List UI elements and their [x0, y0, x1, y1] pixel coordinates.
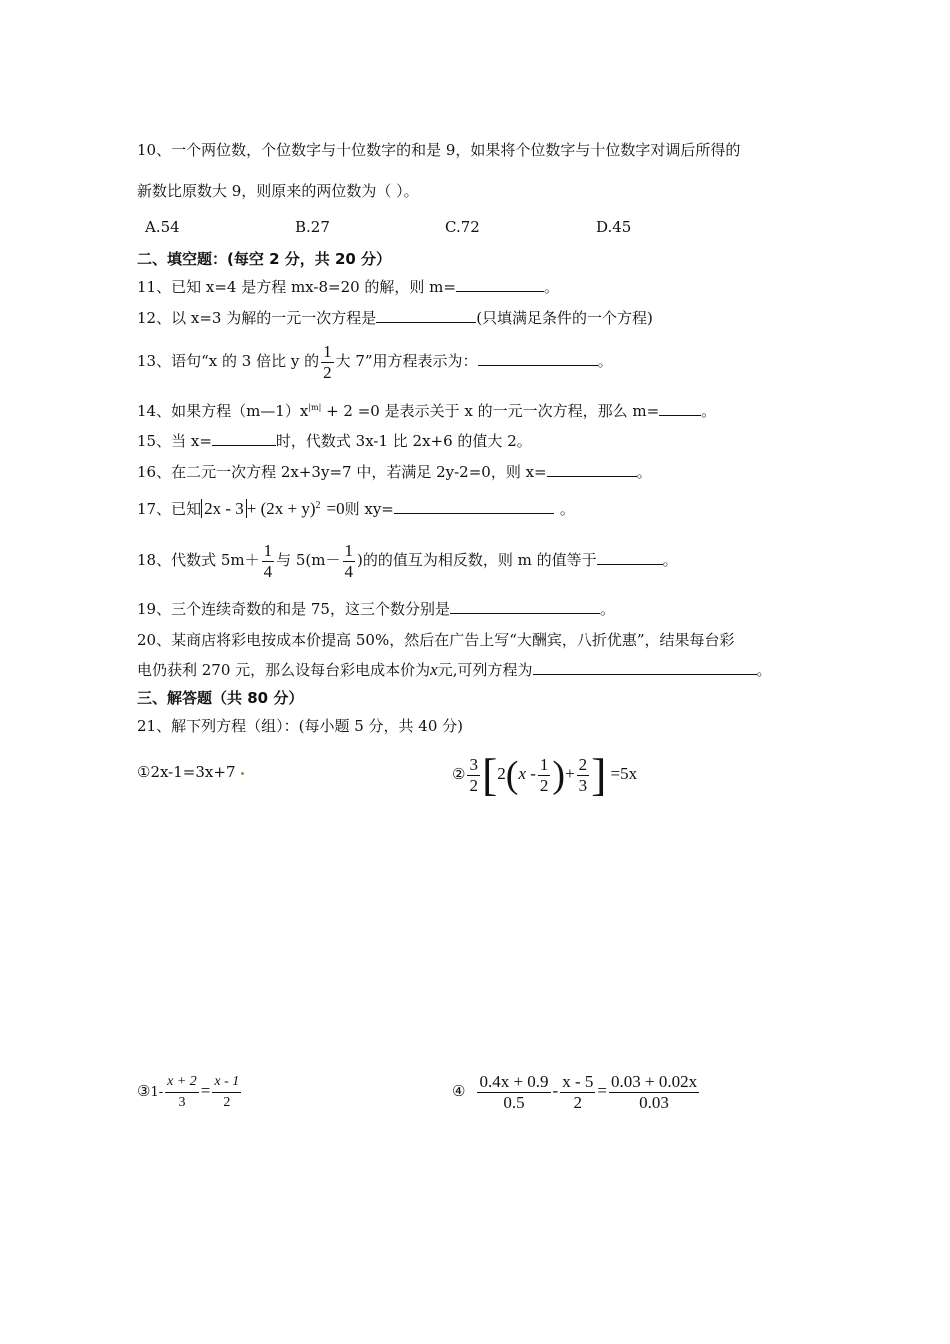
q20-line2-post: 元,可列方程为: [437, 661, 533, 679]
q18-blank[interactable]: [597, 549, 663, 565]
q21-p3-frac2: [212, 1072, 241, 1113]
q21-p4-d1: 0.5: [503, 1092, 525, 1112]
q20-var: x: [430, 660, 438, 679]
q21-p2-d2: 2: [539, 775, 549, 795]
q18: [137, 538, 678, 582]
q14-pre: 14、如果方程（m—1）x: [137, 402, 309, 420]
q13-num: 1: [323, 341, 332, 361]
q21-problem-3: [137, 1068, 243, 1116]
q13-post: 大 7”用方程表示为：: [335, 352, 478, 370]
option-a: A.54: [145, 218, 180, 236]
q21-p2-mark: ②: [452, 765, 466, 783]
q21-p2-d1: 2: [469, 775, 478, 795]
q21-p2-frac2: [538, 755, 551, 796]
q21-p4-n3: 0.03 + 0.02x: [610, 1071, 698, 1091]
option-d: D.45: [596, 218, 632, 236]
q21-p4-eq: =: [597, 1081, 607, 1100]
q17: [137, 496, 575, 519]
q21-p4-frac1: [477, 1072, 550, 1113]
q18-mid: 与 5(m－: [276, 551, 341, 569]
q16: [137, 461, 652, 482]
q16-end: 。: [636, 463, 652, 481]
q12-end: (只填满足条件的一个方程): [476, 309, 653, 327]
q21-p2-n1: 3: [469, 754, 478, 774]
right-square-bracket: ]: [591, 749, 607, 800]
q21-p2-frac3: [577, 755, 590, 796]
q14-sup: |m|: [308, 403, 322, 412]
q15-blank[interactable]: [212, 430, 276, 446]
q21-p2-frac1: [467, 755, 480, 796]
q13-fraction: [321, 342, 334, 383]
q21-p2-x: x -: [518, 764, 536, 783]
q21-p4-minus: -: [552, 1081, 559, 1100]
q18-fraction-1: [262, 541, 275, 582]
q21-p3-one: 1-: [150, 1085, 164, 1100]
q13-den: 2: [323, 362, 332, 382]
q11: [137, 276, 559, 297]
q15: [137, 430, 532, 451]
q13: [137, 340, 613, 383]
q21-p2-n3: 2: [578, 754, 588, 774]
q10-line2: 新数比原数大 9，则原来的两位数为（ ）。: [137, 182, 419, 200]
q21-p4-d2: 2: [573, 1092, 583, 1112]
stray-dot: [241, 772, 244, 775]
q18-fraction-2: [343, 541, 356, 582]
q21-p3-d2: 2: [223, 1094, 231, 1110]
q20-blank[interactable]: [533, 659, 757, 675]
q12: [137, 307, 653, 328]
q16-text: 16、在二元一次方程 2x+3y=7 中，若满足 2y-2=0，则 x=: [137, 463, 547, 481]
q17-blank[interactable]: [394, 498, 554, 514]
q10-line1: 10、一个两位数，个位数字与十位数字的和是 9，如果将个位数字与十位数字对调后所得的: [137, 141, 741, 159]
q21-problem-1: ①2x-1=3x+7: [137, 763, 236, 781]
q20-line1: 20、某商店将彩电按成本价提高 50%，然后在广告上写“大酬宾，八折优惠”，结果每台彩: [137, 631, 735, 649]
q17-eq: =0: [326, 499, 345, 518]
option-b: B.27: [295, 218, 330, 236]
q17-pre: 17、已知: [137, 500, 202, 518]
q21-p4-frac2: [560, 1072, 595, 1113]
q14: [137, 398, 716, 421]
q15-pre: 15、当 x=: [137, 432, 212, 450]
q21-p3-eq: =: [200, 1081, 211, 1100]
left-square-bracket: [: [481, 749, 498, 800]
q20-line2-pre: 电仍获利 270 元，那么设每台彩电成本价为: [137, 661, 431, 679]
q18-den2: 4: [344, 561, 354, 581]
q12-blank[interactable]: [376, 307, 476, 323]
q17-abs: 2x - 3: [201, 499, 247, 518]
q18-end: 。: [662, 551, 678, 569]
q12-text: 12、以 x=3 为解的一元一次方程是: [137, 309, 377, 327]
q13-end: 。: [597, 352, 613, 370]
q16-blank[interactable]: [547, 461, 637, 477]
q18-num1: 1: [263, 540, 273, 560]
q11-blank[interactable]: [456, 276, 544, 292]
q21-p3-frac1: [165, 1072, 199, 1113]
q14-blank[interactable]: [659, 400, 701, 416]
section2-title: 二、填空题：(每空 2 分，共 20 分）: [137, 250, 392, 268]
q14-post: + 2 =0 是表示关于 x 的一元一次方程，那么 m=: [321, 402, 660, 420]
q21-p4-n1: 0.4x + 0.9: [479, 1071, 549, 1091]
q19-blank[interactable]: [450, 598, 600, 614]
q21-p2-two: 2: [497, 764, 506, 783]
q21-p3-n1: x + 2: [165, 1072, 199, 1093]
q19-text: 19、三个连续奇数的和是 75，这三个数分别是: [137, 600, 450, 618]
q21-problem-4: [452, 1066, 701, 1116]
q21-p3-n2: x - 1: [212, 1072, 241, 1093]
q21-text: 21、解下列方程（组）：(每小题 5 分，共 40 分): [137, 717, 463, 735]
q21-p2-plus: +: [565, 764, 575, 783]
q17-sq: 2: [315, 500, 321, 511]
q21-p4-mark: ④: [452, 1082, 466, 1100]
q11-text: 11、已知 x=4 是方程 mx-8=20 的解，则 m=: [137, 278, 456, 296]
q18-post: )的的值互为相反数，则 m 的值等于: [357, 551, 597, 569]
q21-p2-n2: 1: [539, 754, 549, 774]
q14-end: 。: [701, 402, 717, 420]
q18-pre: 18、代数式 5m＋: [137, 551, 260, 569]
q20-line2: [137, 659, 772, 680]
q18-num2: 1: [344, 540, 354, 560]
q13-blank[interactable]: [478, 350, 598, 366]
q21-p4-d3: 0.03: [639, 1092, 669, 1112]
left-paren: (: [505, 754, 519, 796]
q17-plus: + (2x + y): [246, 499, 316, 518]
q21-problem-2: [452, 749, 638, 800]
q13-pre: 13、语句“x 的 3 倍比 y 的: [137, 352, 320, 370]
q11-end: 。: [543, 278, 559, 296]
q21-p2-d3: 3: [578, 775, 588, 795]
q19: [137, 598, 615, 619]
q18-den1: 4: [263, 561, 273, 581]
q15-post: 时，代数式 3x-1 比 2x+6 的值大 2。: [275, 432, 532, 450]
q17-end: 。: [559, 500, 575, 518]
q19-end: 。: [599, 600, 615, 618]
q21-p3-mark: ③: [137, 1082, 151, 1100]
option-c: C.72: [445, 218, 480, 236]
q21-p2-rhs: =5x: [610, 764, 638, 783]
q21-p4-frac3: [609, 1072, 699, 1113]
section3-title: 三、解答题（共 80 分）: [137, 689, 304, 707]
q17-post: 则 xy=: [344, 500, 394, 518]
q21-p4-n2: x - 5: [562, 1071, 594, 1091]
q21-p3-d1: 3: [178, 1094, 186, 1110]
right-paren: ): [552, 754, 566, 796]
q20-end: 。: [756, 661, 772, 679]
